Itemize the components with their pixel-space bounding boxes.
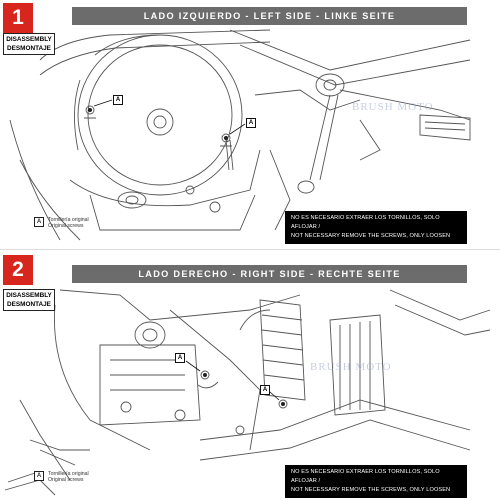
screw-callout-a: A <box>113 95 123 105</box>
disassembly-tag <box>3 33 55 55</box>
tag-line: DISASSEMBLY <box>6 292 52 299</box>
screws-legend <box>34 217 89 229</box>
tag-line: DESMONTAJE <box>7 301 51 308</box>
step-number-badge: 1 <box>3 3 33 33</box>
screw-callout-a: A <box>260 385 270 395</box>
note-line: NOT NECESSARY REMOVE THE SCREWS, ONLY LOOSEN <box>291 487 451 493</box>
tag-line: DESMONTAJE <box>7 45 51 52</box>
legend-line: Original screws <box>48 223 84 229</box>
note-line: NO ES NECESARIO EXTRAER LOS TORNILLOS, SOLO AFLOJAR / <box>291 469 440 484</box>
note-line: NO ES NECESARIO EXTRAER LOS TORNILLOS, SOLO AFLOJAR / <box>291 215 440 230</box>
screw-callout-a: A <box>175 353 185 363</box>
disassembly-tag <box>3 289 55 311</box>
loosen-note <box>285 465 467 498</box>
legend-line: Original screws <box>48 477 84 483</box>
right-side-engine-drawing <box>0 250 500 500</box>
watermark: BRUSH MOTO <box>352 101 434 113</box>
watermark: BRUSH MOTO <box>310 361 392 373</box>
legend-key: A <box>34 217 44 227</box>
tag-line: DISASSEMBLY <box>6 36 52 43</box>
section-header: LADO DERECHO - RIGHT SIDE - RECHTE SEITE <box>72 265 467 283</box>
step-number-badge: 2 <box>3 255 33 285</box>
note-line: NOT NECESSARY REMOVE THE SCREWS, ONLY LOOSEN <box>291 233 451 239</box>
loosen-note <box>285 211 467 244</box>
legend-line: Tornillería original <box>48 217 89 223</box>
section-header: LADO IZQUIERDO - LEFT SIDE - LINKE SEITE <box>72 7 467 25</box>
screw-callout-a: A <box>246 118 256 128</box>
step-2-panel <box>0 250 500 500</box>
legend-key: A <box>34 471 44 481</box>
screws-legend <box>34 471 89 483</box>
legend-line: Tornillería original <box>48 471 89 477</box>
